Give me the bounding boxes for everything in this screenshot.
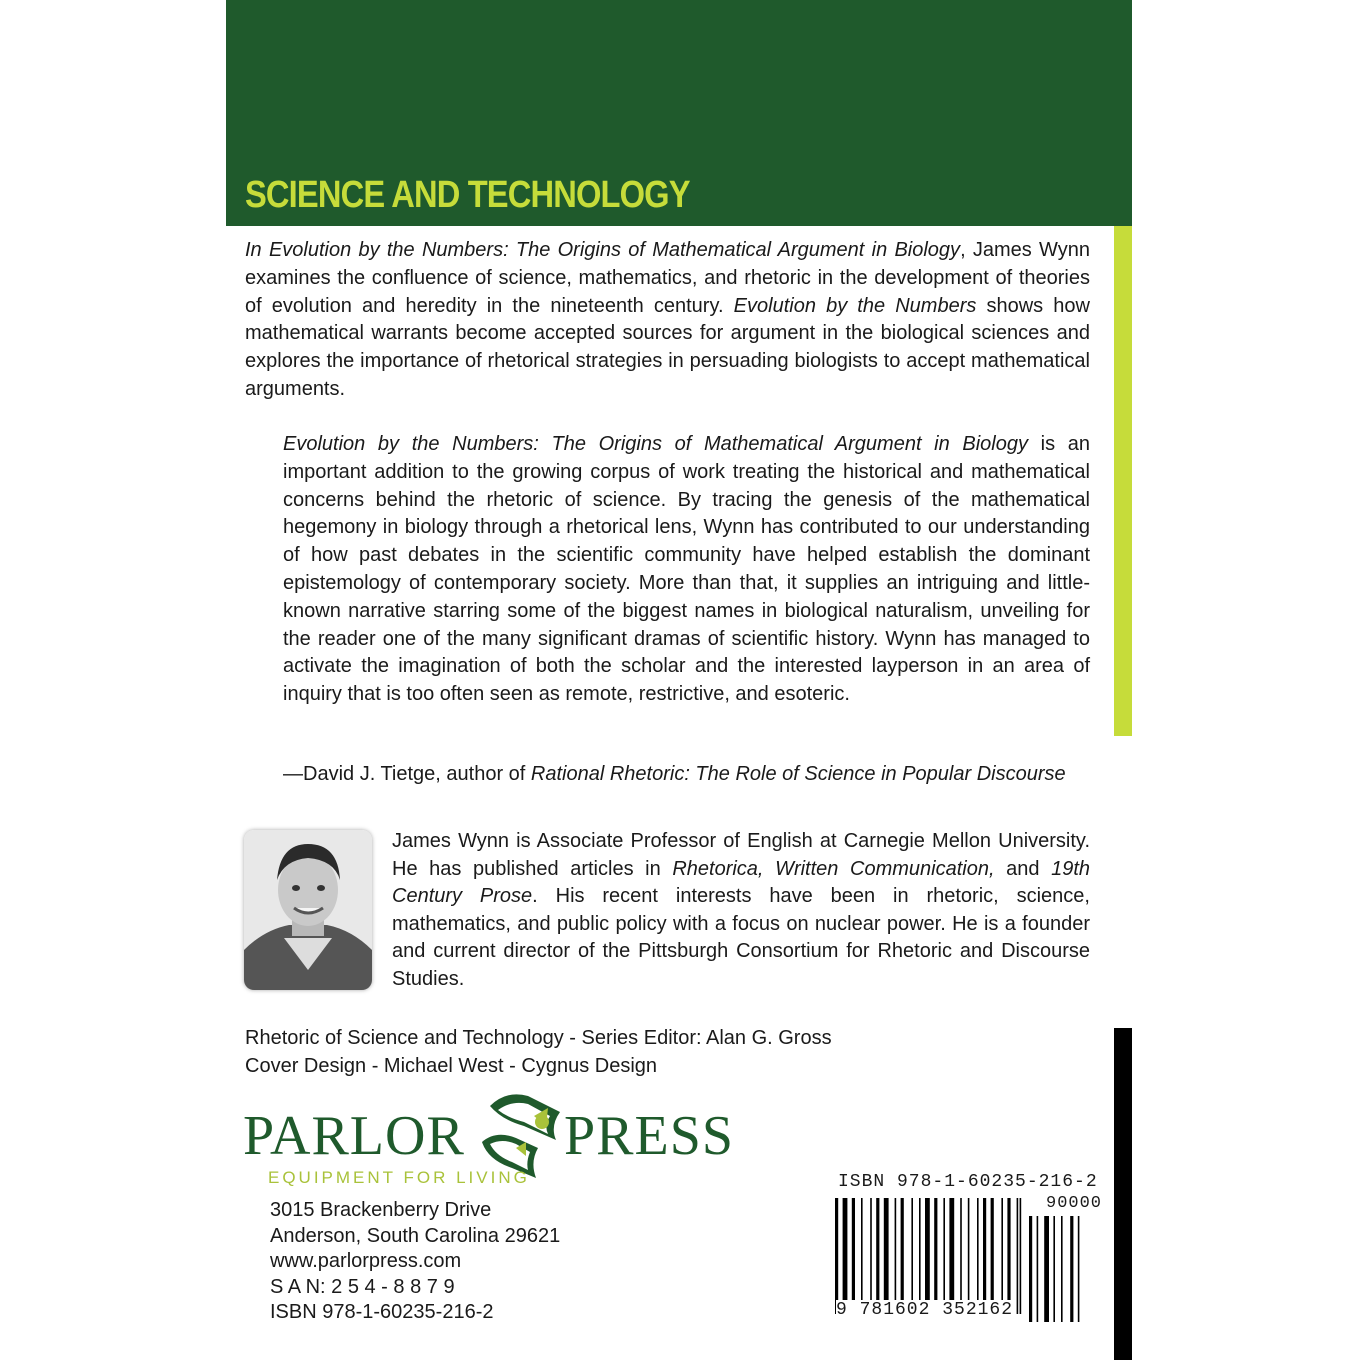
barcode-bar [1007, 1198, 1010, 1314]
barcode-bar [901, 1198, 904, 1314]
barcode-digits: 9 781602 352162 [836, 1300, 1014, 1320]
barcode-bar [895, 1198, 897, 1314]
publisher-logo-left: PARLOR [243, 1105, 465, 1167]
barcode-bar [911, 1198, 913, 1314]
barcode-bar [1001, 1198, 1003, 1314]
barcode-addon-bar [1061, 1216, 1063, 1322]
barcode-addon-bar [1070, 1216, 1073, 1322]
barcode-bar [861, 1198, 863, 1314]
book-short-title: Evolution by the Numbers [733, 294, 977, 317]
publisher-tagline: EQUIPMENT FOR LIVING [268, 1168, 530, 1187]
author-bio [392, 828, 1090, 994]
bio-text-continued: . His recent interests have been in rhetoric, science, mathematics, and public policy with a focus on nuclear power. He is a founder and current director of the Pittsburgh Consortium for Rhetoric and Discourse Studies. [392, 885, 1090, 990]
barcode-bar [960, 1198, 962, 1314]
bio-journal: 19th Century Prose [392, 857, 1091, 908]
bio-conjunction: and [994, 857, 1052, 880]
attribution-book-title: Rational Rhetoric: The Role of Science in Popular Discourse [530, 763, 1066, 785]
cover-design-credit: Cover Design - Michael West - Cygnus Design [245, 1055, 658, 1077]
barcode-bar [934, 1198, 937, 1314]
publisher-address [270, 1198, 560, 1326]
barcode-isbn-label: ISBN 978-1-60235-216-2 [838, 1172, 1098, 1192]
barcode-bar [983, 1198, 986, 1314]
back-cover [226, 0, 1132, 1360]
barcode-bar [876, 1198, 879, 1314]
blurb-text: is an important addition to the growing corpus of work treating the historical and mathematical concerns behind the rhetoric of science. By tracing the genesis of the mathematical hegemony in biology through a rhetorical lens, Wynn has contributed to our understanding of how past debates in the scientific community have helped establish the dominant epistemology of contemporary society. More than that, it supplies an intriguing and little-known narrative starring some of the biggest names in biological naturalism, unveiling for the reader one of the many significant dramas of scientific history. Wynn has managed to activate the imagination of both the scholar and the interested layperson in an area of inquiry that is too often seen as remote, restrictive, and esoteric. [283, 433, 1090, 706]
publisher-logo-right: PRESS [564, 1105, 734, 1167]
spine-edge-bar [1114, 1028, 1132, 1360]
description-text-continued: shows how mathematical warrants become accepted sources for argument in the biological sciences and explores the importance of rhetorical strategies in persuading biologists to accept mathematical arguments. [245, 294, 1090, 400]
barcode-bar [1017, 1198, 1019, 1314]
book-title: In Evolution by the Numbers: The Origins of Mathematical Argument in Biology [245, 239, 961, 261]
barcode-bar [919, 1198, 921, 1314]
barcode-addon-bar [1037, 1216, 1039, 1322]
bio-journals: Rhetorica, Written Communication, [672, 857, 995, 880]
attribution-author: —David J. Tietge, author of [283, 763, 531, 785]
series-editor-credit: Rhetoric of Science and Technology - Series Editor: Alan G. Gross [245, 1027, 832, 1049]
publisher-isbn: ISBN 978-1-60235-216-2 [270, 1301, 494, 1323]
credits [245, 1024, 832, 1080]
blurb-attribution [283, 763, 1103, 786]
bio-text: James Wynn is Associate Professor of English at Carnegie Mellon University. He has published articles in [392, 830, 1090, 880]
series-heading: SCIENCE AND TECHNOLOGY [245, 174, 690, 216]
author-portrait-image [244, 830, 372, 990]
address-city: Anderson, South Carolina 29621 [270, 1224, 561, 1247]
barcode-bar [977, 1198, 979, 1314]
barcode-bar [949, 1198, 954, 1314]
barcode-addon-bar [1078, 1216, 1080, 1322]
address-street: 3015 Brackenberry Drive [270, 1199, 492, 1221]
description-text: , James Wynn examines the confluence of science, mathematics, and rhetoric in the development of theories of evolution and heredity in the nineteenth century. [245, 239, 1091, 317]
endorsement-blurb [283, 431, 1090, 709]
blurb-book-title: Evolution by the Numbers: The Origins of Mathematical Argument in Biology [283, 433, 1028, 455]
barcode-bar [991, 1198, 994, 1314]
book-description [245, 237, 1090, 404]
accent-bar [1114, 226, 1132, 736]
header-band [226, 0, 1132, 226]
author-photo [244, 830, 372, 990]
barcode-bar [852, 1198, 855, 1314]
barcode-addon-bar [1029, 1216, 1032, 1322]
barcode-bar [943, 1198, 945, 1314]
publisher-san: S A N: 2 5 4 - 8 8 7 9 [270, 1275, 455, 1298]
publisher-website: www.parlorpress.com [270, 1250, 462, 1272]
barcode-bar [968, 1198, 970, 1314]
barcode-bar [870, 1198, 872, 1314]
barcode-bar [925, 1198, 930, 1314]
barcode-bar [1020, 1198, 1022, 1314]
barcode-price-code: 90000 [1046, 1194, 1103, 1213]
barcode-addon-bar [1044, 1216, 1049, 1322]
barcode-addon-bar [1053, 1216, 1055, 1322]
barcode-bar [843, 1198, 848, 1314]
barcode-bar [884, 1198, 889, 1314]
barcode-bar [835, 1198, 838, 1314]
